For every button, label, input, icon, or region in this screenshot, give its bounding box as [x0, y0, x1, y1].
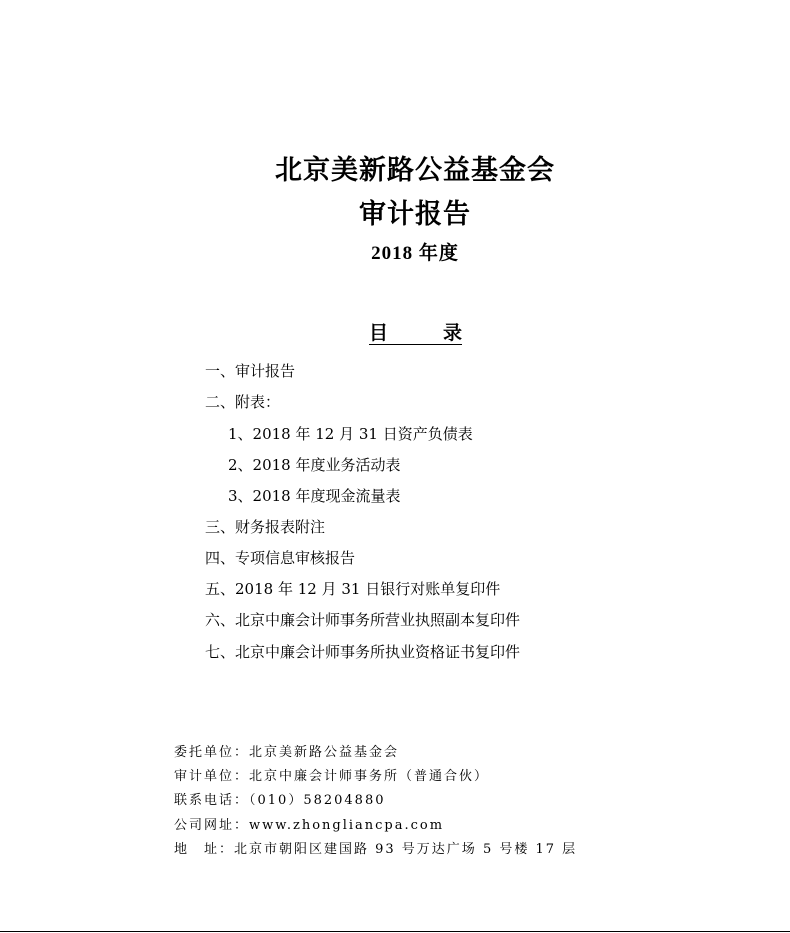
contact-address: 地 址：北京市朝阳区建国路 93 号万达广场 5 号楼 17 层: [174, 842, 578, 857]
table-of-contents-heading: [369, 322, 462, 345]
toc-item-notes: 三、财务报表附注: [205, 518, 326, 536]
toc-item-activity-statement: 2、2018 年度业务活动表: [228, 456, 401, 474]
toc-heading-left: 目: [369, 322, 389, 344]
toc-item-cash-flow: 3、2018 年度现金流量表: [228, 487, 401, 505]
contact-client: 委托单位：北京美新路公益基金会: [174, 745, 400, 760]
toc-item-audit-report: 一、审计报告: [205, 362, 296, 380]
toc-heading-right: 录: [442, 322, 462, 344]
contact-auditor: 审计单位：北京中廉会计师事务所（普通合伙）: [174, 769, 490, 784]
page-bottom-rule: [0, 931, 790, 932]
report-year: 2018 年度: [371, 243, 459, 264]
toc-item-business-license: 六、北京中廉会计师事务所营业执照副本复印件: [205, 611, 521, 629]
contact-website[interactable]: 公司网址：www.zhongliancpa.com: [174, 818, 445, 833]
toc-item-balance-sheet: 1、2018 年 12 月 31 日资产负债表: [228, 425, 473, 443]
toc-item-practice-certificate: 七、北京中廉会计师事务所执业资格证书复印件: [205, 643, 521, 661]
toc-item-bank-statement: 五、2018 年 12 月 31 日银行对账单复印件: [205, 580, 501, 598]
report-title: 审计报告: [359, 199, 471, 230]
toc-item-schedules: 二、附表：: [205, 393, 281, 411]
contact-phone: 联系电话：（010）58204880: [174, 793, 386, 808]
toc-item-special-report: 四、专项信息审核报告: [205, 549, 356, 567]
organization-title: 北京美新路公益基金会: [275, 155, 555, 186]
